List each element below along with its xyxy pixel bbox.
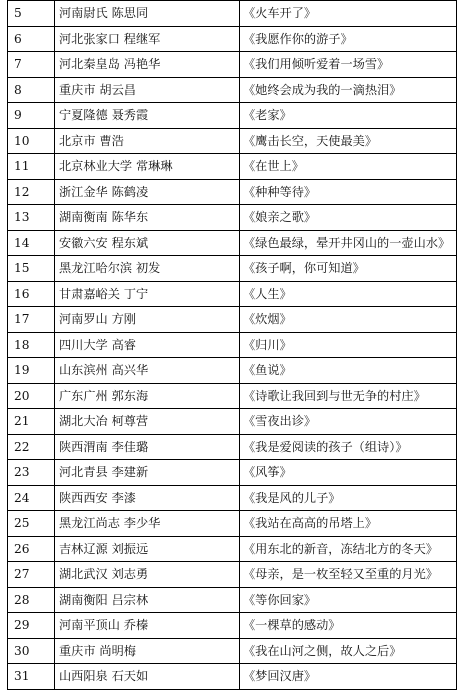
row-number: 24	[8, 485, 55, 511]
author-cell: 河北秦皇岛 冯艳华	[55, 52, 240, 78]
table-row	[8, 307, 457, 333]
row-number: 11	[8, 154, 55, 180]
row-number: 16	[8, 281, 55, 307]
poem-title-cell: 《等你回家》	[240, 587, 457, 613]
author-cell: 宁夏隆德 聂秀霞	[55, 103, 240, 129]
poem-title-cell: 《老家》	[240, 103, 457, 129]
poem-title-cell: 《在世上》	[240, 154, 457, 180]
author-cell: 河北青县 李建新	[55, 460, 240, 486]
poem-title-cell: 《鱼说》	[240, 358, 457, 384]
poem-title-cell: 《一棵草的感动》	[240, 613, 457, 639]
table-row	[8, 154, 457, 180]
award-list-page	[7, 0, 457, 690]
author-cell: 山西阳泉 石天如	[55, 664, 240, 690]
row-number: 5	[8, 1, 55, 27]
table-row	[8, 52, 457, 78]
table-row	[8, 358, 457, 384]
row-number: 6	[8, 26, 55, 52]
row-number: 25	[8, 511, 55, 537]
poem-title-cell: 《我在山河之侧，故人之后》	[240, 638, 457, 664]
table-row	[8, 664, 457, 690]
poem-title-cell: 《我们用倾听爱着一场雪》	[240, 52, 457, 78]
row-number: 19	[8, 358, 55, 384]
row-number: 17	[8, 307, 55, 333]
table-row	[8, 460, 457, 486]
author-cell: 浙江金华 陈鹤凌	[55, 179, 240, 205]
table-row	[8, 562, 457, 588]
poem-title-cell: 《母亲，是一枚至轻又至重的月光》	[240, 562, 457, 588]
author-cell: 安徽六安 程东斌	[55, 230, 240, 256]
table-row	[8, 434, 457, 460]
table-row	[8, 332, 457, 358]
row-number: 15	[8, 256, 55, 282]
table-row	[8, 103, 457, 129]
table-row	[8, 536, 457, 562]
author-cell: 河南尉氏 陈思同	[55, 1, 240, 27]
author-cell: 北京市 曹浩	[55, 128, 240, 154]
table-row	[8, 1, 457, 27]
poem-title-cell: 《绿色最绿，晕开井冈山的一壶山水》	[240, 230, 457, 256]
table-row	[8, 77, 457, 103]
author-cell: 广东广州 郭东海	[55, 383, 240, 409]
row-number: 8	[8, 77, 55, 103]
author-cell: 湖南衡南 陈华东	[55, 205, 240, 231]
poem-title-cell: 《我愿作你的游子》	[240, 26, 457, 52]
award-list-table	[7, 0, 457, 690]
author-cell: 吉林辽源 刘振远	[55, 536, 240, 562]
author-cell: 黑龙江哈尔滨 初发	[55, 256, 240, 282]
poem-title-cell: 《她终会成为我的一滴热泪》	[240, 77, 457, 103]
poem-title-cell: 《我是风的儿子》	[240, 485, 457, 511]
row-number: 28	[8, 587, 55, 613]
award-list-body	[8, 1, 457, 690]
table-row	[8, 281, 457, 307]
poem-title-cell: 《娘亲之歌》	[240, 205, 457, 231]
poem-title-cell: 《炊烟》	[240, 307, 457, 333]
author-cell: 重庆市 尚明梅	[55, 638, 240, 664]
poem-title-cell: 《火车开了》	[240, 1, 457, 27]
row-number: 14	[8, 230, 55, 256]
author-cell: 湖北武汉 刘志勇	[55, 562, 240, 588]
author-cell: 黑龙江尚志 李少华	[55, 511, 240, 537]
poem-title-cell: 《我站在高高的吊塔上》	[240, 511, 457, 537]
poem-title-cell: 《用东北的新音，冻结北方的冬天》	[240, 536, 457, 562]
table-row	[8, 638, 457, 664]
author-cell: 湖南衡阳 吕宗林	[55, 587, 240, 613]
row-number: 20	[8, 383, 55, 409]
table-row	[8, 511, 457, 537]
author-cell: 山东滨州 高兴华	[55, 358, 240, 384]
table-row	[8, 26, 457, 52]
table-row	[8, 383, 457, 409]
row-number: 26	[8, 536, 55, 562]
author-cell: 陕西西安 李漆	[55, 485, 240, 511]
table-row	[8, 128, 457, 154]
table-row	[8, 230, 457, 256]
table-row	[8, 587, 457, 613]
table-row	[8, 613, 457, 639]
poem-title-cell: 《风筝》	[240, 460, 457, 486]
row-number: 18	[8, 332, 55, 358]
author-cell: 河南罗山 方刚	[55, 307, 240, 333]
poem-title-cell: 《孩子啊，你可知道》	[240, 256, 457, 282]
poem-title-cell: 《种种等待》	[240, 179, 457, 205]
table-row	[8, 179, 457, 205]
poem-title-cell: 《鹰击长空，天使最美》	[240, 128, 457, 154]
poem-title-cell: 《诗歌让我回到与世无争的村庄》	[240, 383, 457, 409]
author-cell: 湖北大冶 柯尊营	[55, 409, 240, 435]
poem-title-cell: 《归川》	[240, 332, 457, 358]
row-number: 12	[8, 179, 55, 205]
row-number: 22	[8, 434, 55, 460]
row-number: 23	[8, 460, 55, 486]
author-cell: 北京林业大学 常琳琳	[55, 154, 240, 180]
row-number: 10	[8, 128, 55, 154]
author-cell: 陕西渭南 李佳璐	[55, 434, 240, 460]
row-number: 9	[8, 103, 55, 129]
author-cell: 重庆市 胡云昌	[55, 77, 240, 103]
poem-title-cell: 《人生》	[240, 281, 457, 307]
table-row	[8, 485, 457, 511]
author-cell: 四川大学 高睿	[55, 332, 240, 358]
poem-title-cell: 《雪夜出诊》	[240, 409, 457, 435]
row-number: 29	[8, 613, 55, 639]
table-row	[8, 256, 457, 282]
author-cell: 河南平顶山 乔榛	[55, 613, 240, 639]
author-cell: 甘肃嘉峪关 丁宁	[55, 281, 240, 307]
row-number: 30	[8, 638, 55, 664]
row-number: 13	[8, 205, 55, 231]
table-row	[8, 409, 457, 435]
poem-title-cell: 《梦回汉唐》	[240, 664, 457, 690]
table-row	[8, 205, 457, 231]
row-number: 7	[8, 52, 55, 78]
author-cell: 河北张家口 程继军	[55, 26, 240, 52]
row-number: 27	[8, 562, 55, 588]
poem-title-cell: 《我是爱阅读的孩子（组诗）》	[240, 434, 457, 460]
row-number: 31	[8, 664, 55, 690]
row-number: 21	[8, 409, 55, 435]
